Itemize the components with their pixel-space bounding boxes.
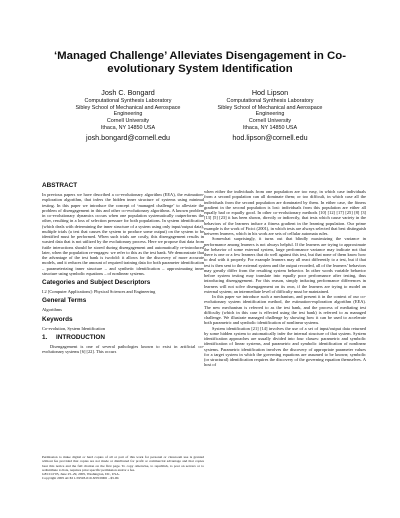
author-affiliation-line: Sibley School of Mechanical and Aerospace [75,104,181,111]
paper-title: ‘Managed Challenge’ Alleviates Disengagement in Co-evolutionary System Identification [53,50,346,75]
introduction-heading [42,334,204,342]
author-affiliation-line: Engineering [255,111,285,118]
categories-text: I.2 [Computer Applications]: Physical Sciences and Engineering [42,289,156,294]
general-terms-heading: General Terms [42,297,87,305]
author-affiliation-line: Computational Synthesis Laboratory [226,98,314,104]
author-block [40,88,360,168]
body-paragraph: System identification [21] [14] involves the use of a set of input/output data returned by some hidden system to automatically infer the internal structure of that system. System identification approaches are usually divided into four classes: parametric and symbolic identification of linear systems, and parametric and symbolic identification of nonlinear systems. Parametric identification involves the discovery of appropriate parameter values for a target system in which the governing equations are assumed to be known; symbolic (or structural) identification requires the discovery of the governing equation themselves. A host of [204,325,366,368]
author-name: Hod Lipson [251,88,289,97]
author-name: Josh C. Bongard [101,88,155,97]
intro-paragraph: Disengagement is one of several pathologies known to exist in artificial co-evolutionary systems [6] [22]. This occurs [42,343,204,354]
author-affiliation-line: Computational Synthesis Laboratory [84,98,172,104]
body-paragraph: In this paper we introduce such a mechanism, and present it in the context of our co-evolutionary system identification method, the estimation-exploration algorithm (EEA). The new mechanism is referred to as the test bank, and the process of mediating test difficulty (which in this case is effected using the test bank) is referred to as managed challenge. We illustrate managed challenge by showing how it can be used to accelerate both parametric and symbolic identification of nonlinear systems. [204,294,366,326]
author-affiliation-line: Ithaca, NY 14850 USA [100,124,156,131]
section-number: 1. [42,333,48,341]
author-affiliation-line: Ithaca, NY 14850 USA [242,124,298,131]
keywords-text: Co-evolution, System Identification [42,325,106,331]
copyright-line: Copyright 2005 ACM 1-59593-010-8/05/0006 ...$5.00. [42,476,120,481]
categories-heading: Categories and Subject Descriptors [42,279,151,286]
body-paragraph: Somewhat surprisingly, it turns out that blindly maximizing the variance in performance among learners is not always helpful. If the learners are trying to approximate the behavior of some external system, large performance variance may indicate not that there is one or a few learners that do well against this test, but that none of them know how to deal with it properly. For example learners may all react differently to a test, but if that test is then sent to the external system and the output recorded, all of the learners’ behaviors may greatly differ from the resulting system behavior. In other words variable behavior before system testing may translate into equally poor performance after testing, thus introducing disengagement. For this reason, simply inducing performance differences in learners will not solve disengagement on its own, if the learners are trying to model an external system; an intermediate level of difficulty must be maintained. [204,236,366,294]
author-affiliation-line: Sibley School of Mechanical and Aerospace [217,104,323,111]
keywords-heading: Keywords [42,315,73,323]
author-affiliation-line: Cornell University [106,118,150,125]
author-email: hod.lipson@cornell.edu [232,132,308,142]
author-2 [190,88,350,143]
body-paragraph: when either the individuals from one population are too easy, in which case individuals from a second population can all dominate them; or too difficult, in which case all the individuals from the second population are dominated by them. In either case, the fitness gradient in the second population is lost: individuals from this population are either all equally bad or equally good. In other co-evolutionary methods [10] [12] [17] [25] [8] [3] [13] [5] [23] it has been shown, directly or indirectly, that tests which cause variety in the behaviors of the learners induce a fitness gradient in the learning population. Our prime example is the work of Ficici (2001), in which tests are always selected that best distinguish between learners, which in his work are sets of cellular automata rules. [204,189,366,236]
abstract-heading: ABSTRACT [42,182,78,189]
author-1 [48,88,208,143]
conference-line: GECCO’05, June 25–29, 2005, Washington, DC, USA. [42,472,120,477]
permission-notice: Permission to make digital or hard copies of all or part of this work for personal or classroom use is granted without fee provided that copies are not made or distributed for profit or commercial advantage and that copies bear this notice and the full citation on the first page. To copy otherwise, to republish, to post on servers or to redistribute to lists, requires prior specific permission and/or a fee. [42,455,204,472]
general-terms-text: Algorithms [42,307,63,313]
right-column [204,189,366,368]
abstract-text: In previous papers we have described a co-evolutionary algorithm (EEA), the estimation-exploration algorithm, that infers the hidden inner structure of systems using minimal testing. In this paper we introduce the concept of ‘managed challenge’ to alleviate the problem of disengagement in this and other co-evolutionary algorithms. A known problem in co-evolutionary dynamics occurs when one population systematically outperforms the other, resulting in a loss of selection pressure for both populations. In system identification (which deals with determining the inner structure of a system using only input/output data), multiple trials (a test that causes the system to produce some output) on the system to be identified must be performed. When such trials are costly, this disengagement results in wasted data that is not utilized by the evolutionary process. Here we propose that data from futile interactions should be stored during disengagement and automatically re-introduced later, when the population re-engages: we refer to this as the test bank. We demonstrate that the advantage of the test bank is twofold: it allows for the discovery of more accurate models, and it reduces the amount of required training data for both parameter identification – parameterizing inner structure – and synthetic identification – approximating inner structure using symbolic equations – of nonlinear systems. [42,192,204,276]
copyright-footnote [42,455,204,481]
section-title: INTRODUCTION [56,333,105,341]
author-affiliation-line: Engineering [113,111,143,118]
author-email: josh.bongard@cornell.edu [85,132,171,142]
left-column [42,182,204,354]
author-affiliation-line: Cornell University [248,118,292,125]
